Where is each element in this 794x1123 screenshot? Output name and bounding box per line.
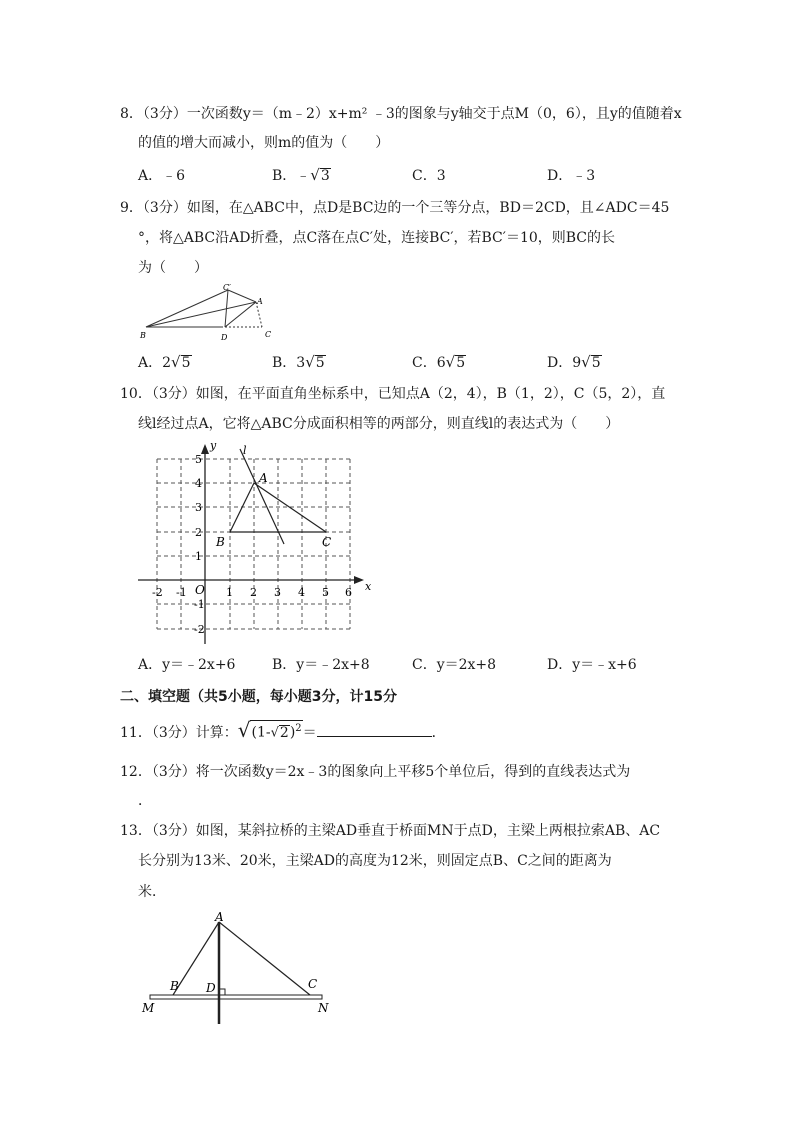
q10-label-y: y bbox=[210, 440, 217, 452]
y-tick: 4 bbox=[195, 477, 202, 490]
section-title: 二、填空题（共5小题，每小题3分，计15分 bbox=[120, 689, 397, 705]
q9-label-d: D bbox=[221, 333, 228, 342]
q10-label-b: B bbox=[216, 535, 225, 549]
q10-label-a: A bbox=[259, 471, 268, 485]
y-tick: 1 bbox=[195, 550, 202, 563]
q10-label-c: C bbox=[322, 535, 332, 549]
q9-label-a: A bbox=[257, 297, 263, 306]
q13-label-n: N bbox=[318, 1001, 329, 1015]
q13-label-b: B bbox=[170, 979, 179, 993]
y-tick: 2 bbox=[195, 526, 202, 539]
x-tick: -1 bbox=[176, 586, 187, 599]
x-tick: 6 bbox=[345, 586, 352, 599]
q9-option-a: A．2√5 bbox=[138, 353, 191, 371]
q8-option-b: B．﹣√3 bbox=[272, 166, 330, 184]
q9-option-b: B．3√5 bbox=[272, 353, 325, 371]
q9-label-c: C bbox=[265, 330, 272, 339]
q9-label-b: B bbox=[140, 331, 146, 340]
q10-label-l: l bbox=[243, 444, 247, 457]
q9-option-d: D．9√5 bbox=[547, 353, 601, 371]
q13-line3: 米． bbox=[138, 884, 166, 900]
q13-line2: 长分别为13米、20米，主梁AD的高度为12米，则固定点B、C之间的距离为 bbox=[138, 853, 612, 869]
q13-label-a: A bbox=[215, 910, 224, 924]
q9-line2: °，将△ABC沿AD折叠，点C落在点C′处，连接BC′，若BC′＝10，则BC的长 bbox=[138, 230, 616, 246]
q10-option-c: C．y＝2x+8 bbox=[412, 657, 497, 673]
q9-option-c: C．6√5 bbox=[412, 353, 466, 371]
q10-label-x: x bbox=[365, 580, 372, 593]
q13-bridge-figure bbox=[138, 910, 338, 1030]
y-axis-arrow-icon bbox=[201, 444, 209, 454]
q11-line: 11．（3分）计算：$√(1-√2)^2=$ ． bbox=[120, 718, 446, 742]
q10-option-a: A．y＝﹣2x+6 bbox=[138, 657, 236, 673]
y-tick: -2 bbox=[194, 623, 205, 636]
q9-line3: 为（ ） bbox=[138, 260, 208, 276]
q10-coordinate-figure bbox=[138, 440, 378, 645]
x-tick: -2 bbox=[152, 586, 163, 599]
q11-answer-blank bbox=[317, 722, 432, 737]
q13-label-c: C bbox=[308, 977, 318, 991]
x-tick: 1 bbox=[226, 586, 233, 599]
x-tick: 3 bbox=[274, 586, 281, 599]
x-axis-arrow-icon bbox=[354, 576, 364, 584]
q12-line2: ． bbox=[138, 793, 152, 809]
q9-figure bbox=[138, 282, 283, 344]
q8-option-d: D．﹣3 bbox=[547, 168, 596, 184]
x-tick: 2 bbox=[250, 586, 257, 599]
q13-label-d: D bbox=[206, 981, 216, 995]
y-tick: 3 bbox=[195, 501, 202, 514]
q9-line1: 9．（3分）如图，在△ABC中，点D是BC边的一个三等分点，BD＝2CD，且∠ADC＝45 bbox=[120, 200, 670, 216]
q13-label-m: M bbox=[142, 1001, 155, 1015]
x-tick: 4 bbox=[298, 586, 305, 599]
q10-option-b: B．y＝﹣2x+8 bbox=[272, 657, 370, 673]
y-tick: 5 bbox=[195, 453, 202, 466]
q8-line2: 的值的增大而减小，则m的值为（ ） bbox=[138, 135, 390, 151]
q13-line1: 13．（3分）如图，某斜拉桥的主梁AD垂直于桥面MN于点D，主梁上两根拉索AB、AC bbox=[120, 823, 661, 839]
q8-line1: 8．（3分）一次函数y＝（m﹣2）x+m² ﹣3的图象与y轴交于点M（0，6），且y的值随着x bbox=[120, 106, 682, 122]
q10-line1: 10．（3分）如图，在平面直角坐标系中，已知点A（2，4），B（1，2），C（5，2），直 bbox=[120, 386, 666, 402]
q12-line1: 12．（3分）将一次函数y＝2x﹣3的图象向上平移5个单位后，得到的直线表达式为 bbox=[120, 764, 631, 780]
q10-label-o: O bbox=[195, 583, 205, 597]
q8-option-a: A．﹣6 bbox=[138, 168, 186, 184]
q8-option-c: C．3 bbox=[412, 168, 446, 184]
q10-line2: 线l经过点A，它将△ABC分成面积相等的两部分，则直线l的表达式为（ ） bbox=[138, 416, 620, 432]
x-tick: 5 bbox=[322, 586, 329, 599]
q9-label-c-prime: C′ bbox=[223, 283, 231, 292]
q10-option-d: D．y＝﹣x+6 bbox=[547, 657, 637, 673]
y-tick: -1 bbox=[194, 598, 205, 611]
